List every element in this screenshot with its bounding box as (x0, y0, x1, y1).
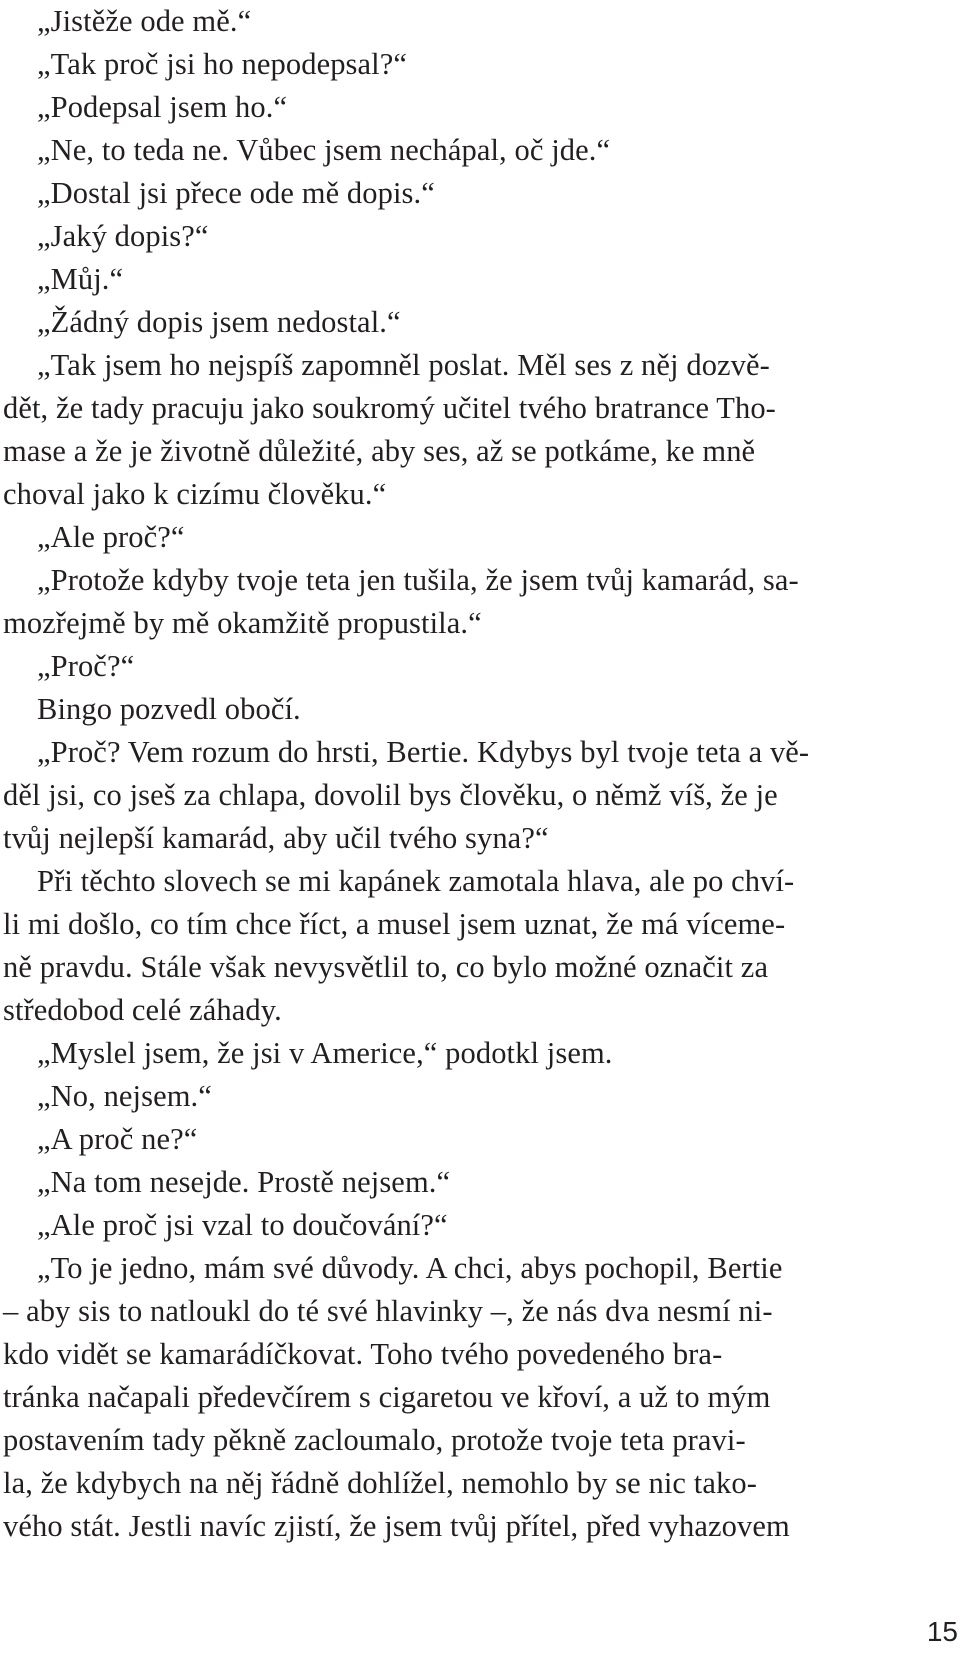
text-line: středobod celé záhady. (3, 993, 282, 1027)
text-line: mozřejmě by mě okamžitě propustila.“ (3, 606, 482, 640)
page-number: 15 (926, 1616, 958, 1647)
text-line: ně pravdu. Stále však nevysvětlil to, co bylo možné označit za (3, 950, 769, 984)
text-line: „Ne, to teda ne. Vůbec jsem nechápal, oč jde.“ (37, 133, 611, 167)
text-line: „Proč? Vem rozum do hrsti, Bertie. Kdybys byl tvoje teta a vě- (37, 735, 810, 769)
text-line: li mi došlo, co tím chce říct, a musel jsem uznat, že má víceme- (3, 907, 786, 941)
text-line: – aby sis to natloukl do té své hlavinky –, že nás dva nesmí ni- (3, 1294, 773, 1328)
text-line: postavením tady pěkně zacloumalo, protože tvoje teta pravi- (3, 1423, 746, 1457)
text-line: kdo vidět se kamarádíčkovat. Toho tvého povedeného bra- (3, 1337, 723, 1371)
text-line: „Na tom nesejde. Prostě nejsem.“ (37, 1165, 451, 1199)
text-line: „Žádný dopis jsem nedostal.“ (37, 305, 401, 339)
text-line: „Ale proč jsi vzal to doučování?“ (37, 1208, 448, 1242)
text-line: „Protože kdyby tvoje teta jen tušila, že jsem tvůj kamarád, sa- (37, 563, 799, 597)
text-line: „Podepsal jsem ho.“ (37, 90, 288, 124)
text-line: tránka načapali předevčírem s cigaretou ve křoví, a už to mým (3, 1380, 771, 1414)
text-line: „Ale proč?“ (37, 520, 185, 554)
text-line: „Dostal jsi přece ode mě dopis.“ (37, 176, 435, 210)
text-line: Při těchto slovech se mi kapánek zamotala hlava, ale po chví- (37, 864, 795, 898)
text-line: „Proč?“ (37, 649, 135, 683)
text-line: „Jistěže ode mě.“ (37, 4, 252, 38)
text-line: „Tak jsem ho nejspíš zapomněl poslat. Měl ses z něj dozvě- (37, 348, 770, 382)
text-line: choval jako k cizímu člověku.“ (3, 477, 387, 511)
text-line: „Tak proč jsi ho nepodepsal?“ (37, 47, 408, 81)
text-line: dět, že tady pracuju jako soukromý učitel tvého bratrance Tho- (3, 391, 776, 425)
text-line: mase a že je životně důležité, aby ses, až se potkáme, ke mně (3, 434, 756, 468)
text-line: „A proč ne?“ (37, 1122, 198, 1156)
text-line: „Myslel jsem, že jsi v Americe,“ podotkl jsem. (37, 1036, 613, 1070)
text-line: „No, nejsem.“ (37, 1079, 212, 1113)
text-line: „To je jedno, mám své důvody. A chci, abys pochopil, Bertie (37, 1251, 783, 1285)
text-line: „Můj.“ (37, 262, 124, 296)
text-line: Bingo pozvedl obočí. (37, 692, 301, 726)
text-line: tvůj nejlepší kamarád, aby učil tvého syna?“ (3, 821, 549, 855)
text-line: la, že kdybych na něj řádně dohlížel, nemohlo by se nic tako- (3, 1466, 757, 1500)
text-line: vého stát. Jestli navíc zjistí, že jsem tvůj přítel, před vyhazovem (3, 1509, 790, 1543)
text-line: děl jsi, co jseš za chlapa, dovolil bys člověku, o němž víš, že je (3, 778, 778, 812)
text-line: „Jaký dopis?“ (37, 219, 209, 253)
